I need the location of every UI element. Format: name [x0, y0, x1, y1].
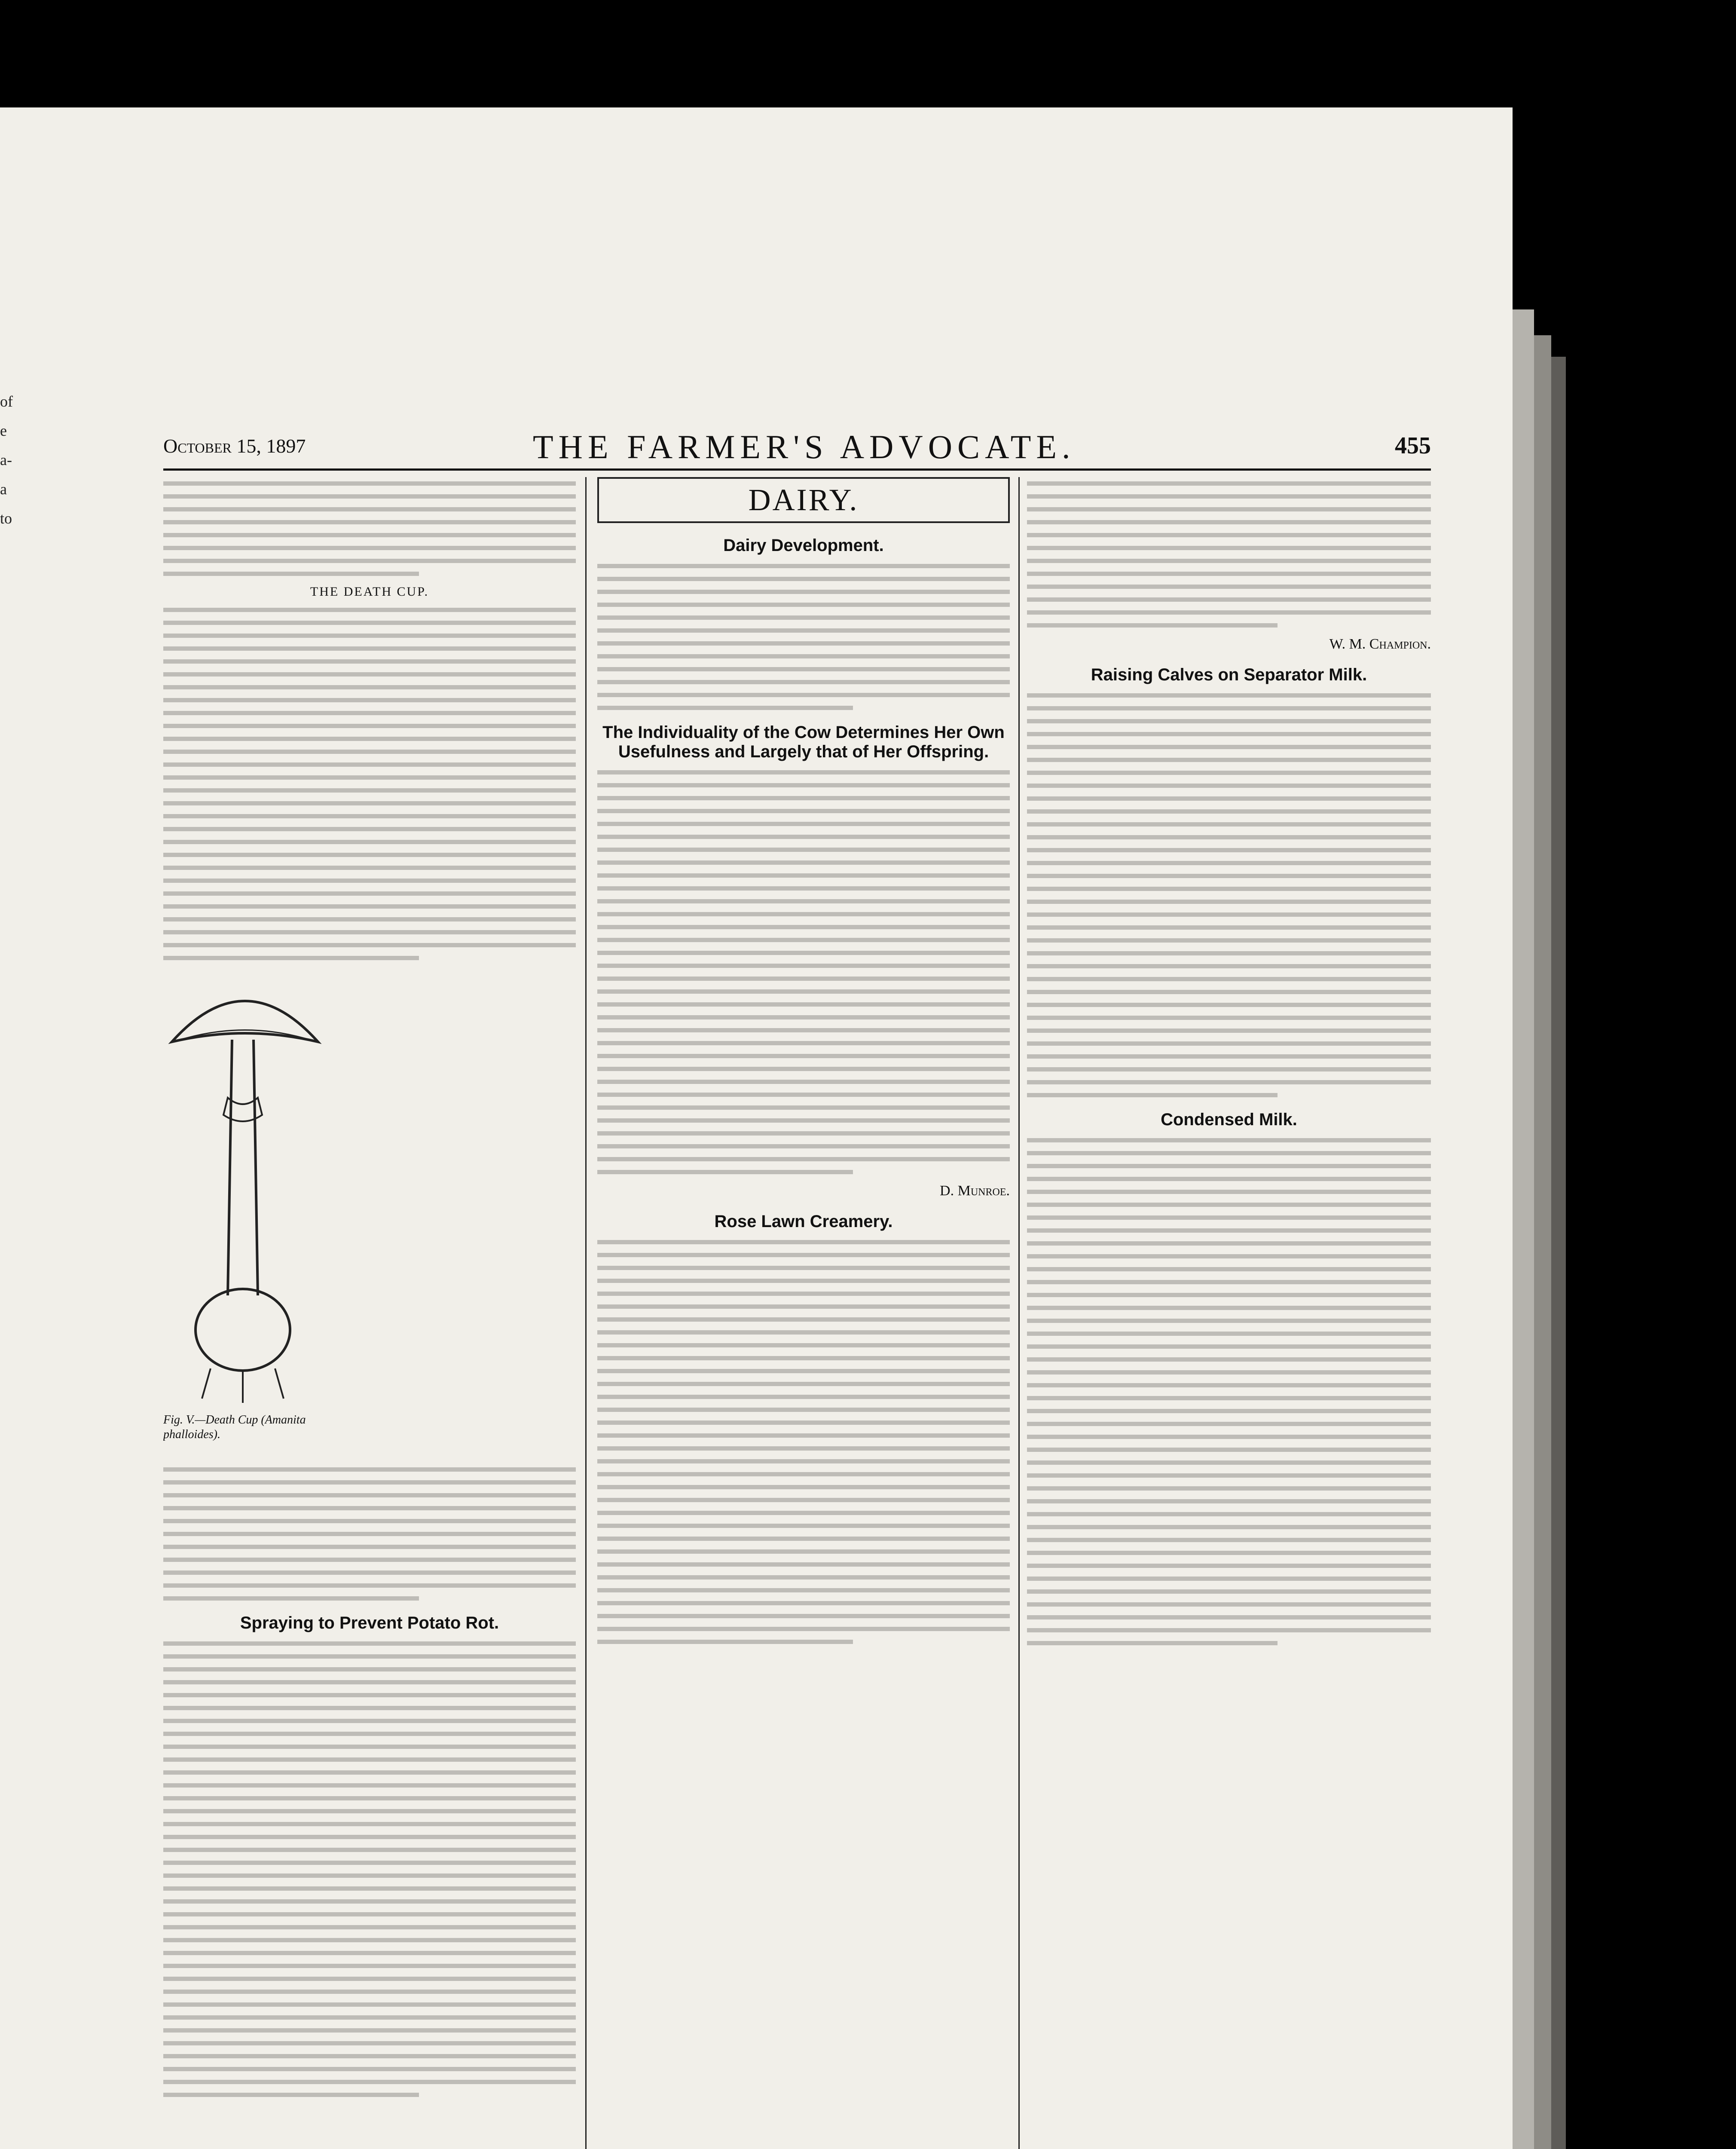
- page-edge: [1534, 335, 1551, 2149]
- binding-margin-fragments: [0, 387, 26, 1848]
- death-cup-subhead: THE DEATH CUP.: [310, 585, 429, 599]
- margin-fragment: e: [0, 422, 7, 439]
- mushroom-illustration: [163, 969, 327, 1407]
- left-column: [163, 477, 576, 2149]
- article-signature: D. Munroe.: [940, 1183, 1010, 1199]
- margin-fragment: a: [0, 481, 7, 498]
- death-cup-illustration: [163, 969, 327, 1459]
- condensed-milk-title: Condensed Milk.: [1161, 1110, 1297, 1129]
- text-placeholder: [163, 1641, 576, 2097]
- page-edge: [1551, 357, 1566, 2149]
- text-placeholder: [597, 564, 1010, 710]
- publication-title: THE FARMER'S ADVOCATE.: [533, 428, 1076, 465]
- right-column: [1027, 477, 1431, 2149]
- dairy-development-title: Dairy Development.: [723, 536, 884, 555]
- section-banner: DAIRY.: [597, 477, 1010, 523]
- raising-calves-title: Raising Calves on Separator Milk.: [1091, 665, 1367, 684]
- header-rule: [163, 468, 1431, 471]
- text-placeholder: [597, 1240, 1010, 1644]
- text-placeholder: [163, 1467, 576, 1601]
- page-header: [163, 428, 1431, 466]
- margin-fragment: of: [0, 393, 13, 410]
- margin-fragment: a-: [0, 451, 12, 468]
- issue-date: October 15, 1897: [163, 435, 306, 457]
- text-placeholder: [163, 481, 576, 576]
- text-placeholder: [1027, 1138, 1431, 1645]
- text-placeholder: [1027, 693, 1431, 1097]
- page-number: 455: [1395, 432, 1431, 459]
- cow-individuality-title: The Individuality of the Cow Determines Her Own Usefulness and Largely that of Her Offspring.: [602, 723, 1005, 761]
- column-rule: [1018, 477, 1020, 2149]
- column-rule: [585, 477, 587, 2149]
- potato-article-title: Spraying to Prevent Potato Rot.: [240, 1613, 499, 1632]
- middle-column: [597, 477, 1010, 2149]
- text-placeholder: [597, 770, 1010, 1174]
- article-signature: W. M. Champion.: [1329, 636, 1431, 652]
- text-placeholder: [163, 608, 576, 960]
- margin-fragment: to: [0, 510, 12, 527]
- rose-lawn-creamery-title: Rose Lawn Creamery.: [714, 1212, 893, 1231]
- text-placeholder: [1027, 481, 1431, 628]
- figure-caption: Fig. V.—Death Cup (Amanita phalloides).: [163, 1413, 306, 1441]
- page-edge: [1513, 309, 1534, 2149]
